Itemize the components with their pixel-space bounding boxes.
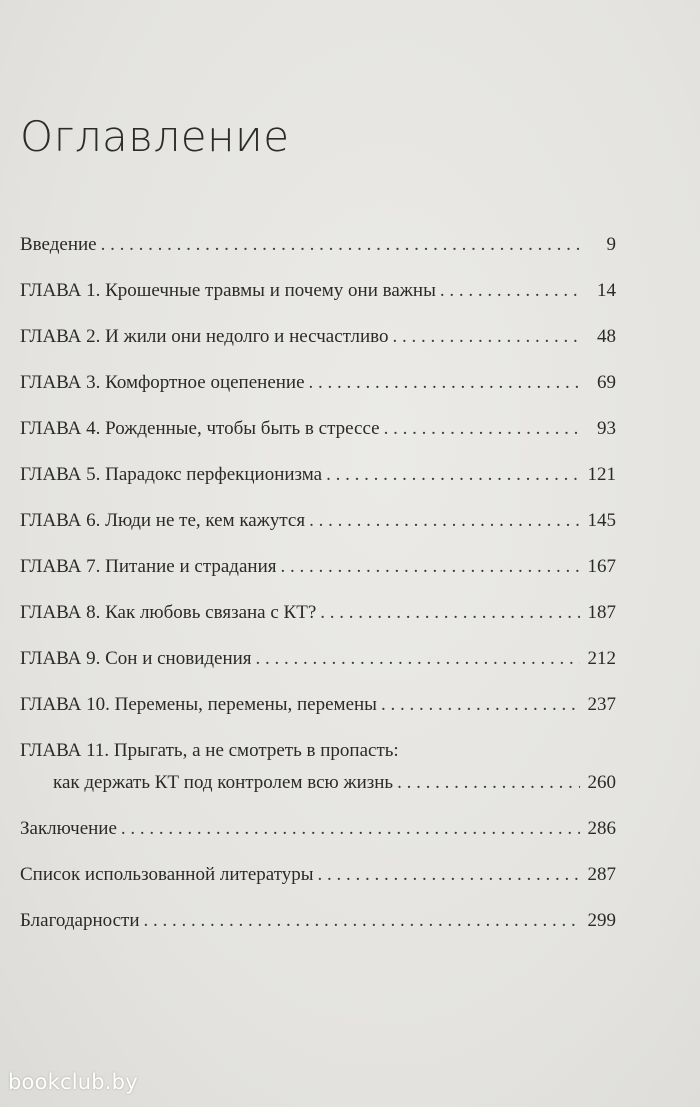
toc-entry-title: Заключение [20, 818, 117, 839]
toc-entry-chapter-2 [20, 320, 616, 354]
toc-entry-title: ГЛАВА 4. Рожденные, чтобы быть в стрессе [20, 418, 380, 439]
toc-entry-page: 48 [597, 326, 616, 347]
toc-entry-page: 93 [597, 418, 616, 439]
toc-entry-page: 69 [597, 372, 616, 393]
toc-entry-chapter-4 [20, 412, 616, 446]
dot-leader [384, 412, 580, 446]
toc-entry-page: 167 [587, 556, 616, 577]
toc-entry-title: Благодарности [20, 910, 140, 931]
toc-entry-title: ГЛАВА 1. Крошечные травмы и почему они важны [20, 280, 436, 301]
toc-entry-page: 145 [587, 510, 616, 531]
toc-entry-chapter-7 [20, 550, 616, 584]
toc-entry-page: 287 [587, 864, 616, 885]
toc-entry-page: 14 [597, 280, 616, 301]
toc-entry-page: 299 [587, 910, 616, 931]
dot-leader [318, 858, 580, 892]
toc-entry-page: 9 [606, 234, 616, 255]
toc-entry-chapter-6 [20, 504, 616, 538]
toc-entry-chapter-3 [20, 366, 616, 400]
toc-entry-title: ГЛАВА 2. И жили они недолго и несчастливо [20, 326, 389, 347]
dot-leader [326, 458, 580, 492]
toc-entry-chapter-10 [20, 688, 616, 722]
toc-entry-page: 212 [587, 648, 616, 669]
dot-leader [280, 550, 580, 584]
toc-entry-page: 286 [587, 818, 616, 839]
toc-entry-title: ГЛАВА 9. Сон и сновидения [20, 648, 252, 669]
dot-leader [144, 904, 581, 938]
dot-leader [320, 596, 580, 630]
toc-entry-page: 260 [587, 772, 616, 793]
toc-entry-title: Введение [20, 234, 97, 255]
toc-entry-title: как держать КТ под контролем всю жизнь [53, 772, 394, 793]
toc-entry-acknowledgements [20, 904, 616, 938]
toc-entry-title: ГЛАВА 5. Парадокс перфекционизма [20, 464, 323, 485]
watermark: bookclub.by [8, 1070, 138, 1094]
dot-leader [397, 766, 580, 800]
toc-entry-chapter-8 [20, 596, 616, 630]
toc-entry-chapter-11 [20, 766, 616, 800]
dot-leader [101, 228, 580, 262]
toc-entry-title: ГЛАВА 3. Комфортное оцепенение [20, 372, 305, 393]
toc-entry-conclusion [20, 812, 616, 846]
toc-entry-title: ГЛАВА 8. Как любовь связана с КТ? [20, 602, 317, 623]
toc-entry-title: ГЛАВА 7. Питание и страдания [20, 556, 277, 577]
toc-entry-chapter-9 [20, 642, 616, 676]
dot-leader [121, 812, 580, 846]
toc-entry-page: 237 [587, 694, 616, 715]
dot-leader [256, 642, 580, 676]
dot-leader [440, 274, 580, 308]
dot-leader [392, 320, 580, 354]
toc-entry-chapter-1 [20, 274, 616, 308]
dot-leader [309, 504, 580, 538]
dot-leader [309, 366, 580, 400]
toc-entry-chapter-11-line1: ГЛАВА 11. Прыгать, а не смотреть в пропасть: [20, 740, 399, 761]
page-title: Оглавление [20, 112, 290, 161]
toc-entry-chapter-5 [20, 458, 616, 492]
toc-entry-title: ГЛАВА 10. Перемены, перемены, перемены [20, 694, 377, 715]
toc-entry-title: Список использованной литературы [20, 864, 314, 885]
toc-entry-title: ГЛАВА 6. Люди не те, кем кажутся [20, 510, 306, 531]
dot-leader [381, 688, 580, 722]
toc-entry-intro [20, 228, 616, 262]
toc-entry-references [20, 858, 616, 892]
toc-entry-page: 187 [587, 602, 616, 623]
toc-entry-page: 121 [587, 464, 616, 485]
